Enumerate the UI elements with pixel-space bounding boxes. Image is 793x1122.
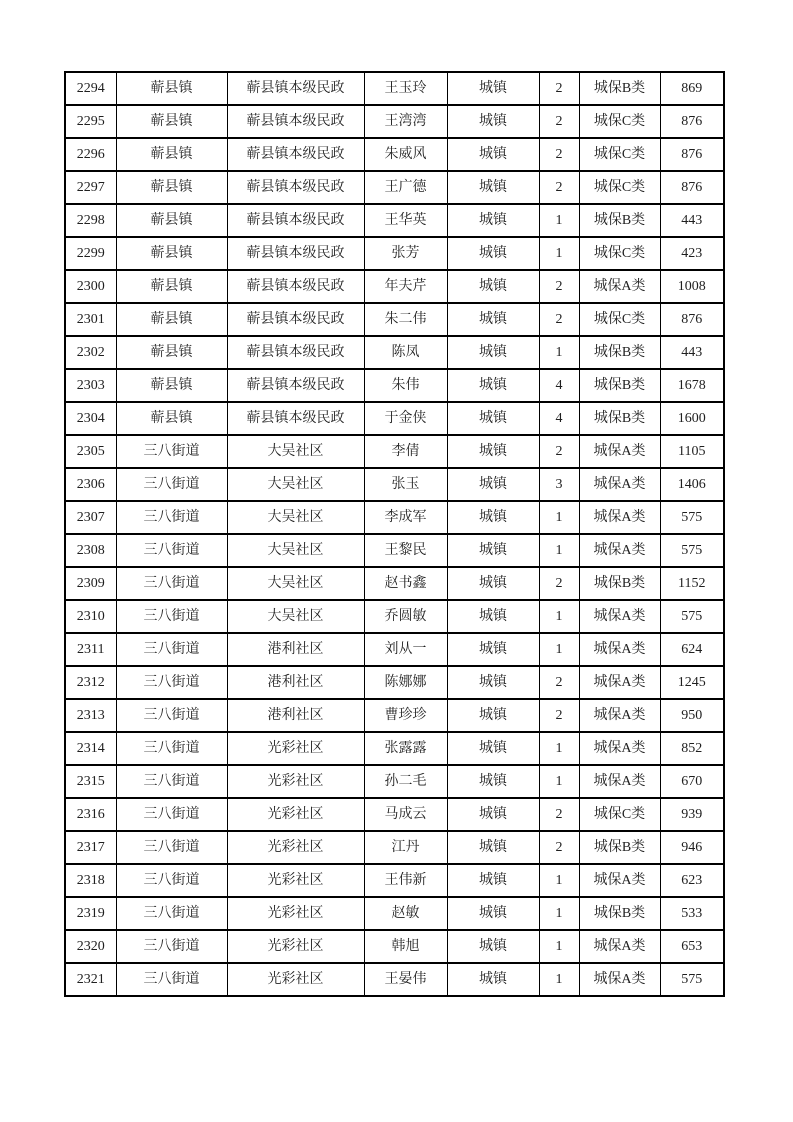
table-row bbox=[65, 435, 724, 468]
cell-household-count: 1 bbox=[539, 732, 579, 765]
cell-unit-or-community: 蕲县镇本级民政 bbox=[227, 72, 364, 105]
cell-insurance-category: 城保B类 bbox=[579, 402, 660, 435]
cell-amount: 950 bbox=[660, 699, 724, 732]
cell-insurance-category: 城保C类 bbox=[579, 303, 660, 336]
cell-serial-number: 2315 bbox=[65, 765, 116, 798]
cell-amount: 443 bbox=[660, 336, 724, 369]
cell-township: 三八街道 bbox=[116, 897, 227, 930]
cell-serial-number: 2312 bbox=[65, 666, 116, 699]
cell-amount: 575 bbox=[660, 534, 724, 567]
cell-unit-or-community: 光彩社区 bbox=[227, 930, 364, 963]
cell-unit-or-community: 港利社区 bbox=[227, 699, 364, 732]
cell-insurance-category: 城保A类 bbox=[579, 534, 660, 567]
cell-insurance-category: 城保B类 bbox=[579, 369, 660, 402]
cell-amount: 876 bbox=[660, 303, 724, 336]
cell-residence-type: 城镇 bbox=[447, 534, 539, 567]
cell-residence-type: 城镇 bbox=[447, 567, 539, 600]
cell-person-name: 李成军 bbox=[364, 501, 447, 534]
cell-residence-type: 城镇 bbox=[447, 666, 539, 699]
cell-serial-number: 2319 bbox=[65, 897, 116, 930]
cell-amount: 575 bbox=[660, 600, 724, 633]
cell-residence-type: 城镇 bbox=[447, 171, 539, 204]
cell-person-name: 王湾湾 bbox=[364, 105, 447, 138]
table-row bbox=[65, 699, 724, 732]
cell-amount: 624 bbox=[660, 633, 724, 666]
cell-insurance-category: 城保A类 bbox=[579, 765, 660, 798]
table-row bbox=[65, 567, 724, 600]
cell-serial-number: 2321 bbox=[65, 963, 116, 996]
cell-person-name: 于金侠 bbox=[364, 402, 447, 435]
cell-insurance-category: 城保A类 bbox=[579, 435, 660, 468]
cell-serial-number: 2300 bbox=[65, 270, 116, 303]
cell-residence-type: 城镇 bbox=[447, 138, 539, 171]
cell-township: 蕲县镇 bbox=[116, 369, 227, 402]
cell-household-count: 1 bbox=[539, 600, 579, 633]
cell-insurance-category: 城保A类 bbox=[579, 930, 660, 963]
cell-household-count: 2 bbox=[539, 831, 579, 864]
cell-person-name: 江丹 bbox=[364, 831, 447, 864]
cell-household-count: 2 bbox=[539, 699, 579, 732]
cell-household-count: 2 bbox=[539, 105, 579, 138]
cell-serial-number: 2317 bbox=[65, 831, 116, 864]
cell-insurance-category: 城保C类 bbox=[579, 237, 660, 270]
cell-residence-type: 城镇 bbox=[447, 633, 539, 666]
cell-township: 三八街道 bbox=[116, 534, 227, 567]
cell-residence-type: 城镇 bbox=[447, 732, 539, 765]
cell-insurance-category: 城保A类 bbox=[579, 699, 660, 732]
cell-household-count: 1 bbox=[539, 930, 579, 963]
cell-household-count: 1 bbox=[539, 336, 579, 369]
cell-unit-or-community: 蕲县镇本级民政 bbox=[227, 105, 364, 138]
cell-unit-or-community: 大吴社区 bbox=[227, 534, 364, 567]
cell-unit-or-community: 蕲县镇本级民政 bbox=[227, 303, 364, 336]
cell-insurance-category: 城保A类 bbox=[579, 501, 660, 534]
cell-township: 三八街道 bbox=[116, 699, 227, 732]
cell-amount: 1245 bbox=[660, 666, 724, 699]
cell-township: 蕲县镇 bbox=[116, 105, 227, 138]
cell-person-name: 张芳 bbox=[364, 237, 447, 270]
cell-residence-type: 城镇 bbox=[447, 699, 539, 732]
cell-person-name: 刘从一 bbox=[364, 633, 447, 666]
cell-township: 三八街道 bbox=[116, 963, 227, 996]
cell-serial-number: 2297 bbox=[65, 171, 116, 204]
cell-unit-or-community: 蕲县镇本级民政 bbox=[227, 204, 364, 237]
cell-unit-or-community: 港利社区 bbox=[227, 633, 364, 666]
cell-household-count: 1 bbox=[539, 864, 579, 897]
table-row bbox=[65, 402, 724, 435]
cell-unit-or-community: 光彩社区 bbox=[227, 864, 364, 897]
cell-township: 蕲县镇 bbox=[116, 204, 227, 237]
cell-residence-type: 城镇 bbox=[447, 864, 539, 897]
cell-insurance-category: 城保B类 bbox=[579, 72, 660, 105]
table-row bbox=[65, 369, 724, 402]
cell-township: 三八街道 bbox=[116, 435, 227, 468]
cell-insurance-category: 城保B类 bbox=[579, 567, 660, 600]
cell-insurance-category: 城保C类 bbox=[579, 798, 660, 831]
table-row bbox=[65, 468, 724, 501]
cell-insurance-category: 城保B类 bbox=[579, 336, 660, 369]
cell-serial-number: 2294 bbox=[65, 72, 116, 105]
cell-serial-number: 2298 bbox=[65, 204, 116, 237]
cell-person-name: 王广德 bbox=[364, 171, 447, 204]
cell-unit-or-community: 蕲县镇本级民政 bbox=[227, 369, 364, 402]
table-row bbox=[65, 963, 724, 996]
cell-unit-or-community: 蕲县镇本级民政 bbox=[227, 171, 364, 204]
cell-township: 蕲县镇 bbox=[116, 72, 227, 105]
cell-township: 三八街道 bbox=[116, 864, 227, 897]
table-row bbox=[65, 501, 724, 534]
cell-serial-number: 2314 bbox=[65, 732, 116, 765]
cell-serial-number: 2303 bbox=[65, 369, 116, 402]
cell-amount: 670 bbox=[660, 765, 724, 798]
cell-amount: 1105 bbox=[660, 435, 724, 468]
cell-household-count: 2 bbox=[539, 666, 579, 699]
cell-amount: 1008 bbox=[660, 270, 724, 303]
table-row bbox=[65, 633, 724, 666]
cell-insurance-category: 城保A类 bbox=[579, 468, 660, 501]
cell-person-name: 王晏伟 bbox=[364, 963, 447, 996]
table-row bbox=[65, 138, 724, 171]
cell-residence-type: 城镇 bbox=[447, 72, 539, 105]
cell-amount: 533 bbox=[660, 897, 724, 930]
cell-household-count: 2 bbox=[539, 171, 579, 204]
cell-insurance-category: 城保A类 bbox=[579, 633, 660, 666]
cell-unit-or-community: 大吴社区 bbox=[227, 567, 364, 600]
cell-amount: 946 bbox=[660, 831, 724, 864]
cell-residence-type: 城镇 bbox=[447, 369, 539, 402]
cell-serial-number: 2304 bbox=[65, 402, 116, 435]
cell-serial-number: 2301 bbox=[65, 303, 116, 336]
cell-insurance-category: 城保A类 bbox=[579, 864, 660, 897]
cell-unit-or-community: 蕲县镇本级民政 bbox=[227, 237, 364, 270]
cell-unit-or-community: 大吴社区 bbox=[227, 501, 364, 534]
cell-serial-number: 2309 bbox=[65, 567, 116, 600]
cell-household-count: 2 bbox=[539, 435, 579, 468]
cell-person-name: 朱二伟 bbox=[364, 303, 447, 336]
cell-serial-number: 2296 bbox=[65, 138, 116, 171]
cell-household-count: 1 bbox=[539, 765, 579, 798]
cell-amount: 653 bbox=[660, 930, 724, 963]
cell-amount: 623 bbox=[660, 864, 724, 897]
cell-township: 蕲县镇 bbox=[116, 237, 227, 270]
cell-township: 蕲县镇 bbox=[116, 171, 227, 204]
cell-residence-type: 城镇 bbox=[447, 600, 539, 633]
cell-household-count: 2 bbox=[539, 567, 579, 600]
cell-residence-type: 城镇 bbox=[447, 963, 539, 996]
table-row bbox=[65, 765, 724, 798]
table-row bbox=[65, 237, 724, 270]
cell-residence-type: 城镇 bbox=[447, 468, 539, 501]
cell-residence-type: 城镇 bbox=[447, 237, 539, 270]
cell-household-count: 4 bbox=[539, 369, 579, 402]
cell-amount: 869 bbox=[660, 72, 724, 105]
cell-person-name: 曹珍珍 bbox=[364, 699, 447, 732]
cell-person-name: 张玉 bbox=[364, 468, 447, 501]
cell-residence-type: 城镇 bbox=[447, 270, 539, 303]
cell-township: 三八街道 bbox=[116, 765, 227, 798]
cell-township: 三八街道 bbox=[116, 633, 227, 666]
table-row bbox=[65, 732, 724, 765]
cell-township: 蕲县镇 bbox=[116, 402, 227, 435]
cell-insurance-category: 城保C类 bbox=[579, 171, 660, 204]
cell-amount: 939 bbox=[660, 798, 724, 831]
cell-household-count: 4 bbox=[539, 402, 579, 435]
cell-residence-type: 城镇 bbox=[447, 765, 539, 798]
cell-residence-type: 城镇 bbox=[447, 930, 539, 963]
cell-serial-number: 2295 bbox=[65, 105, 116, 138]
cell-serial-number: 2316 bbox=[65, 798, 116, 831]
cell-person-name: 年夫芹 bbox=[364, 270, 447, 303]
table-row bbox=[65, 831, 724, 864]
cell-person-name: 张露露 bbox=[364, 732, 447, 765]
cell-person-name: 马成云 bbox=[364, 798, 447, 831]
cell-unit-or-community: 大吴社区 bbox=[227, 600, 364, 633]
cell-serial-number: 2299 bbox=[65, 237, 116, 270]
cell-unit-or-community: 光彩社区 bbox=[227, 732, 364, 765]
cell-household-count: 1 bbox=[539, 237, 579, 270]
table-row bbox=[65, 270, 724, 303]
cell-amount: 1600 bbox=[660, 402, 724, 435]
cell-serial-number: 2306 bbox=[65, 468, 116, 501]
benefits-table bbox=[64, 71, 725, 997]
cell-insurance-category: 城保C类 bbox=[579, 105, 660, 138]
cell-unit-or-community: 光彩社区 bbox=[227, 963, 364, 996]
cell-person-name: 孙二毛 bbox=[364, 765, 447, 798]
cell-township: 三八街道 bbox=[116, 831, 227, 864]
cell-household-count: 1 bbox=[539, 501, 579, 534]
cell-residence-type: 城镇 bbox=[447, 897, 539, 930]
table-row bbox=[65, 171, 724, 204]
cell-unit-or-community: 蕲县镇本级民政 bbox=[227, 336, 364, 369]
table-row bbox=[65, 864, 724, 897]
table-row bbox=[65, 303, 724, 336]
cell-residence-type: 城镇 bbox=[447, 435, 539, 468]
cell-household-count: 2 bbox=[539, 270, 579, 303]
table-row bbox=[65, 72, 724, 105]
cell-person-name: 王黎民 bbox=[364, 534, 447, 567]
cell-serial-number: 2307 bbox=[65, 501, 116, 534]
cell-residence-type: 城镇 bbox=[447, 336, 539, 369]
cell-household-count: 1 bbox=[539, 204, 579, 237]
table-sheet bbox=[64, 71, 725, 997]
cell-township: 三八街道 bbox=[116, 501, 227, 534]
cell-household-count: 3 bbox=[539, 468, 579, 501]
cell-insurance-category: 城保B类 bbox=[579, 204, 660, 237]
table-row bbox=[65, 930, 724, 963]
cell-person-name: 赵敏 bbox=[364, 897, 447, 930]
cell-unit-or-community: 港利社区 bbox=[227, 666, 364, 699]
cell-household-count: 1 bbox=[539, 963, 579, 996]
cell-insurance-category: 城保A类 bbox=[579, 270, 660, 303]
cell-serial-number: 2320 bbox=[65, 930, 116, 963]
cell-residence-type: 城镇 bbox=[447, 303, 539, 336]
cell-insurance-category: 城保A类 bbox=[579, 600, 660, 633]
cell-unit-or-community: 蕲县镇本级民政 bbox=[227, 138, 364, 171]
table-row bbox=[65, 600, 724, 633]
cell-residence-type: 城镇 bbox=[447, 798, 539, 831]
table-row bbox=[65, 105, 724, 138]
cell-person-name: 陈凤 bbox=[364, 336, 447, 369]
cell-township: 蕲县镇 bbox=[116, 138, 227, 171]
table-row bbox=[65, 534, 724, 567]
cell-household-count: 2 bbox=[539, 798, 579, 831]
cell-serial-number: 2302 bbox=[65, 336, 116, 369]
cell-insurance-category: 城保A类 bbox=[579, 666, 660, 699]
cell-serial-number: 2311 bbox=[65, 633, 116, 666]
cell-amount: 1678 bbox=[660, 369, 724, 402]
cell-person-name: 陈娜娜 bbox=[364, 666, 447, 699]
cell-amount: 423 bbox=[660, 237, 724, 270]
cell-household-count: 2 bbox=[539, 303, 579, 336]
cell-residence-type: 城镇 bbox=[447, 831, 539, 864]
cell-person-name: 赵书鑫 bbox=[364, 567, 447, 600]
table-row bbox=[65, 336, 724, 369]
cell-township: 三八街道 bbox=[116, 930, 227, 963]
cell-amount: 1152 bbox=[660, 567, 724, 600]
cell-amount: 443 bbox=[660, 204, 724, 237]
cell-township: 蕲县镇 bbox=[116, 303, 227, 336]
cell-insurance-category: 城保B类 bbox=[579, 831, 660, 864]
cell-unit-or-community: 光彩社区 bbox=[227, 765, 364, 798]
cell-person-name: 朱威风 bbox=[364, 138, 447, 171]
cell-unit-or-community: 光彩社区 bbox=[227, 897, 364, 930]
cell-unit-or-community: 光彩社区 bbox=[227, 831, 364, 864]
cell-insurance-category: 城保B类 bbox=[579, 897, 660, 930]
cell-township: 三八街道 bbox=[116, 600, 227, 633]
cell-amount: 876 bbox=[660, 138, 724, 171]
cell-household-count: 1 bbox=[539, 897, 579, 930]
cell-serial-number: 2310 bbox=[65, 600, 116, 633]
cell-serial-number: 2318 bbox=[65, 864, 116, 897]
cell-residence-type: 城镇 bbox=[447, 204, 539, 237]
cell-person-name: 王玉玲 bbox=[364, 72, 447, 105]
cell-township: 三八街道 bbox=[116, 468, 227, 501]
cell-insurance-category: 城保C类 bbox=[579, 138, 660, 171]
cell-household-count: 1 bbox=[539, 534, 579, 567]
cell-amount: 876 bbox=[660, 105, 724, 138]
cell-township: 三八街道 bbox=[116, 567, 227, 600]
cell-household-count: 1 bbox=[539, 633, 579, 666]
cell-township: 三八街道 bbox=[116, 732, 227, 765]
cell-serial-number: 2308 bbox=[65, 534, 116, 567]
cell-person-name: 乔圆敏 bbox=[364, 600, 447, 633]
cell-serial-number: 2305 bbox=[65, 435, 116, 468]
table-row bbox=[65, 798, 724, 831]
cell-township: 三八街道 bbox=[116, 666, 227, 699]
cell-township: 三八街道 bbox=[116, 798, 227, 831]
cell-amount: 1406 bbox=[660, 468, 724, 501]
cell-township: 蕲县镇 bbox=[116, 336, 227, 369]
cell-person-name: 王华英 bbox=[364, 204, 447, 237]
cell-amount: 575 bbox=[660, 501, 724, 534]
table-row bbox=[65, 204, 724, 237]
cell-unit-or-community: 大吴社区 bbox=[227, 468, 364, 501]
cell-unit-or-community: 光彩社区 bbox=[227, 798, 364, 831]
cell-person-name: 朱伟 bbox=[364, 369, 447, 402]
cell-household-count: 2 bbox=[539, 72, 579, 105]
cell-person-name: 韩旭 bbox=[364, 930, 447, 963]
cell-person-name: 李倩 bbox=[364, 435, 447, 468]
cell-serial-number: 2313 bbox=[65, 699, 116, 732]
cell-unit-or-community: 大吴社区 bbox=[227, 435, 364, 468]
cell-amount: 852 bbox=[660, 732, 724, 765]
cell-amount: 876 bbox=[660, 171, 724, 204]
table-row bbox=[65, 666, 724, 699]
cell-amount: 575 bbox=[660, 963, 724, 996]
cell-residence-type: 城镇 bbox=[447, 501, 539, 534]
cell-residence-type: 城镇 bbox=[447, 402, 539, 435]
cell-unit-or-community: 蕲县镇本级民政 bbox=[227, 402, 364, 435]
cell-household-count: 2 bbox=[539, 138, 579, 171]
cell-township: 蕲县镇 bbox=[116, 270, 227, 303]
table-row bbox=[65, 897, 724, 930]
cell-unit-or-community: 蕲县镇本级民政 bbox=[227, 270, 364, 303]
cell-insurance-category: 城保A类 bbox=[579, 732, 660, 765]
cell-person-name: 王伟新 bbox=[364, 864, 447, 897]
cell-insurance-category: 城保A类 bbox=[579, 963, 660, 996]
cell-residence-type: 城镇 bbox=[447, 105, 539, 138]
